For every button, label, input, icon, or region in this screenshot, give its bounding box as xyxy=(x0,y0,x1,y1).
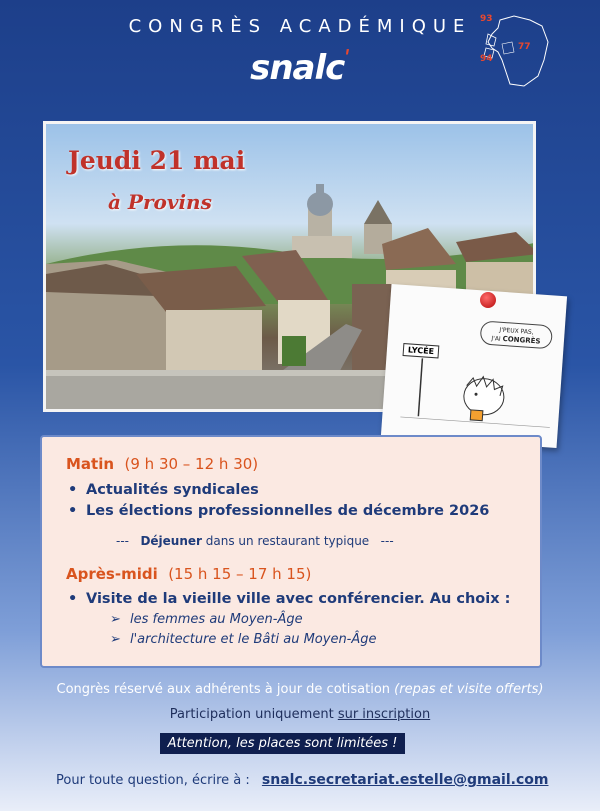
contact-line xyxy=(56,772,548,788)
morning-item: • Actualités syndicales xyxy=(86,482,259,498)
cartoon-postit xyxy=(381,284,567,448)
event-place: à Provins xyxy=(108,190,212,214)
reserved-note: (repas et visite offerts) xyxy=(394,682,544,697)
contact-email-link[interactable]: snalc.secretariat.estelle@gmail.com xyxy=(261,772,549,788)
reserved-text: Congrès réservé aux adhérents à jour de cotisation xyxy=(56,682,391,697)
registration-link[interactable]: sur inscription xyxy=(337,707,431,722)
map-label-77: 77 xyxy=(518,42,531,52)
lycee-sign: LYCÉE xyxy=(403,343,440,358)
arrow-icon: ➢ xyxy=(110,612,121,627)
map-label-93: 93 xyxy=(480,14,493,24)
morning-item: • Les élections professionnelles de décembre 2026 xyxy=(86,503,489,519)
contact-text: Pour toute question, écrire à : xyxy=(56,773,250,788)
lunch-prefix: --- xyxy=(116,534,129,548)
limited-places-warning: Attention, les places sont limitées ! xyxy=(160,733,405,754)
bubble-bold: CONGRÈS xyxy=(502,334,541,346)
choice-label: les femmes au Moyen-Âge xyxy=(130,612,303,627)
morning-title: Matin xyxy=(66,455,115,473)
event-date: Jeudi 21 mai xyxy=(68,146,246,175)
department-map-icon xyxy=(478,12,552,90)
map-label-94: 94 xyxy=(480,54,493,64)
choice-item xyxy=(110,612,303,627)
afternoon-section xyxy=(66,565,311,583)
morning-time: (9 h 30 – 12 h 30) xyxy=(124,455,259,473)
event-title: CONGRÈS ACADÉMIQUE xyxy=(128,16,472,37)
lunch-line xyxy=(116,534,394,548)
participation-notice xyxy=(0,707,600,722)
afternoon-time: (15 h 15 – 17 h 15) xyxy=(168,565,312,583)
lunch-suffix: --- xyxy=(380,534,394,548)
choice-item xyxy=(110,632,377,647)
reserved-notice xyxy=(0,682,600,697)
participation-text: Participation uniquement xyxy=(169,707,334,722)
afternoon-item: • Visite de la vieille ville avec conférencier. Au choix : xyxy=(86,591,510,607)
bubble-line-1: J'PEUX PAS, xyxy=(499,326,534,337)
lunch-rest: dans un restaurant typique xyxy=(205,534,370,548)
arrow-icon: ➢ xyxy=(110,632,121,647)
program-box xyxy=(40,435,542,668)
logo-text: snalc xyxy=(250,48,345,88)
afternoon-title: Après-midi xyxy=(66,565,158,583)
pushpin-icon xyxy=(480,292,496,308)
lunch-bold: Déjeuner xyxy=(140,534,202,548)
choice-label: l'architecture et le Bâti au Moyen-Âge xyxy=(130,632,377,647)
speech-bubble xyxy=(480,320,553,349)
hedgehog-icon xyxy=(400,355,555,435)
morning-section xyxy=(66,455,258,473)
logo-accent-icon: ʹ xyxy=(344,48,350,73)
bubble-line-2: J'AI xyxy=(491,335,501,343)
